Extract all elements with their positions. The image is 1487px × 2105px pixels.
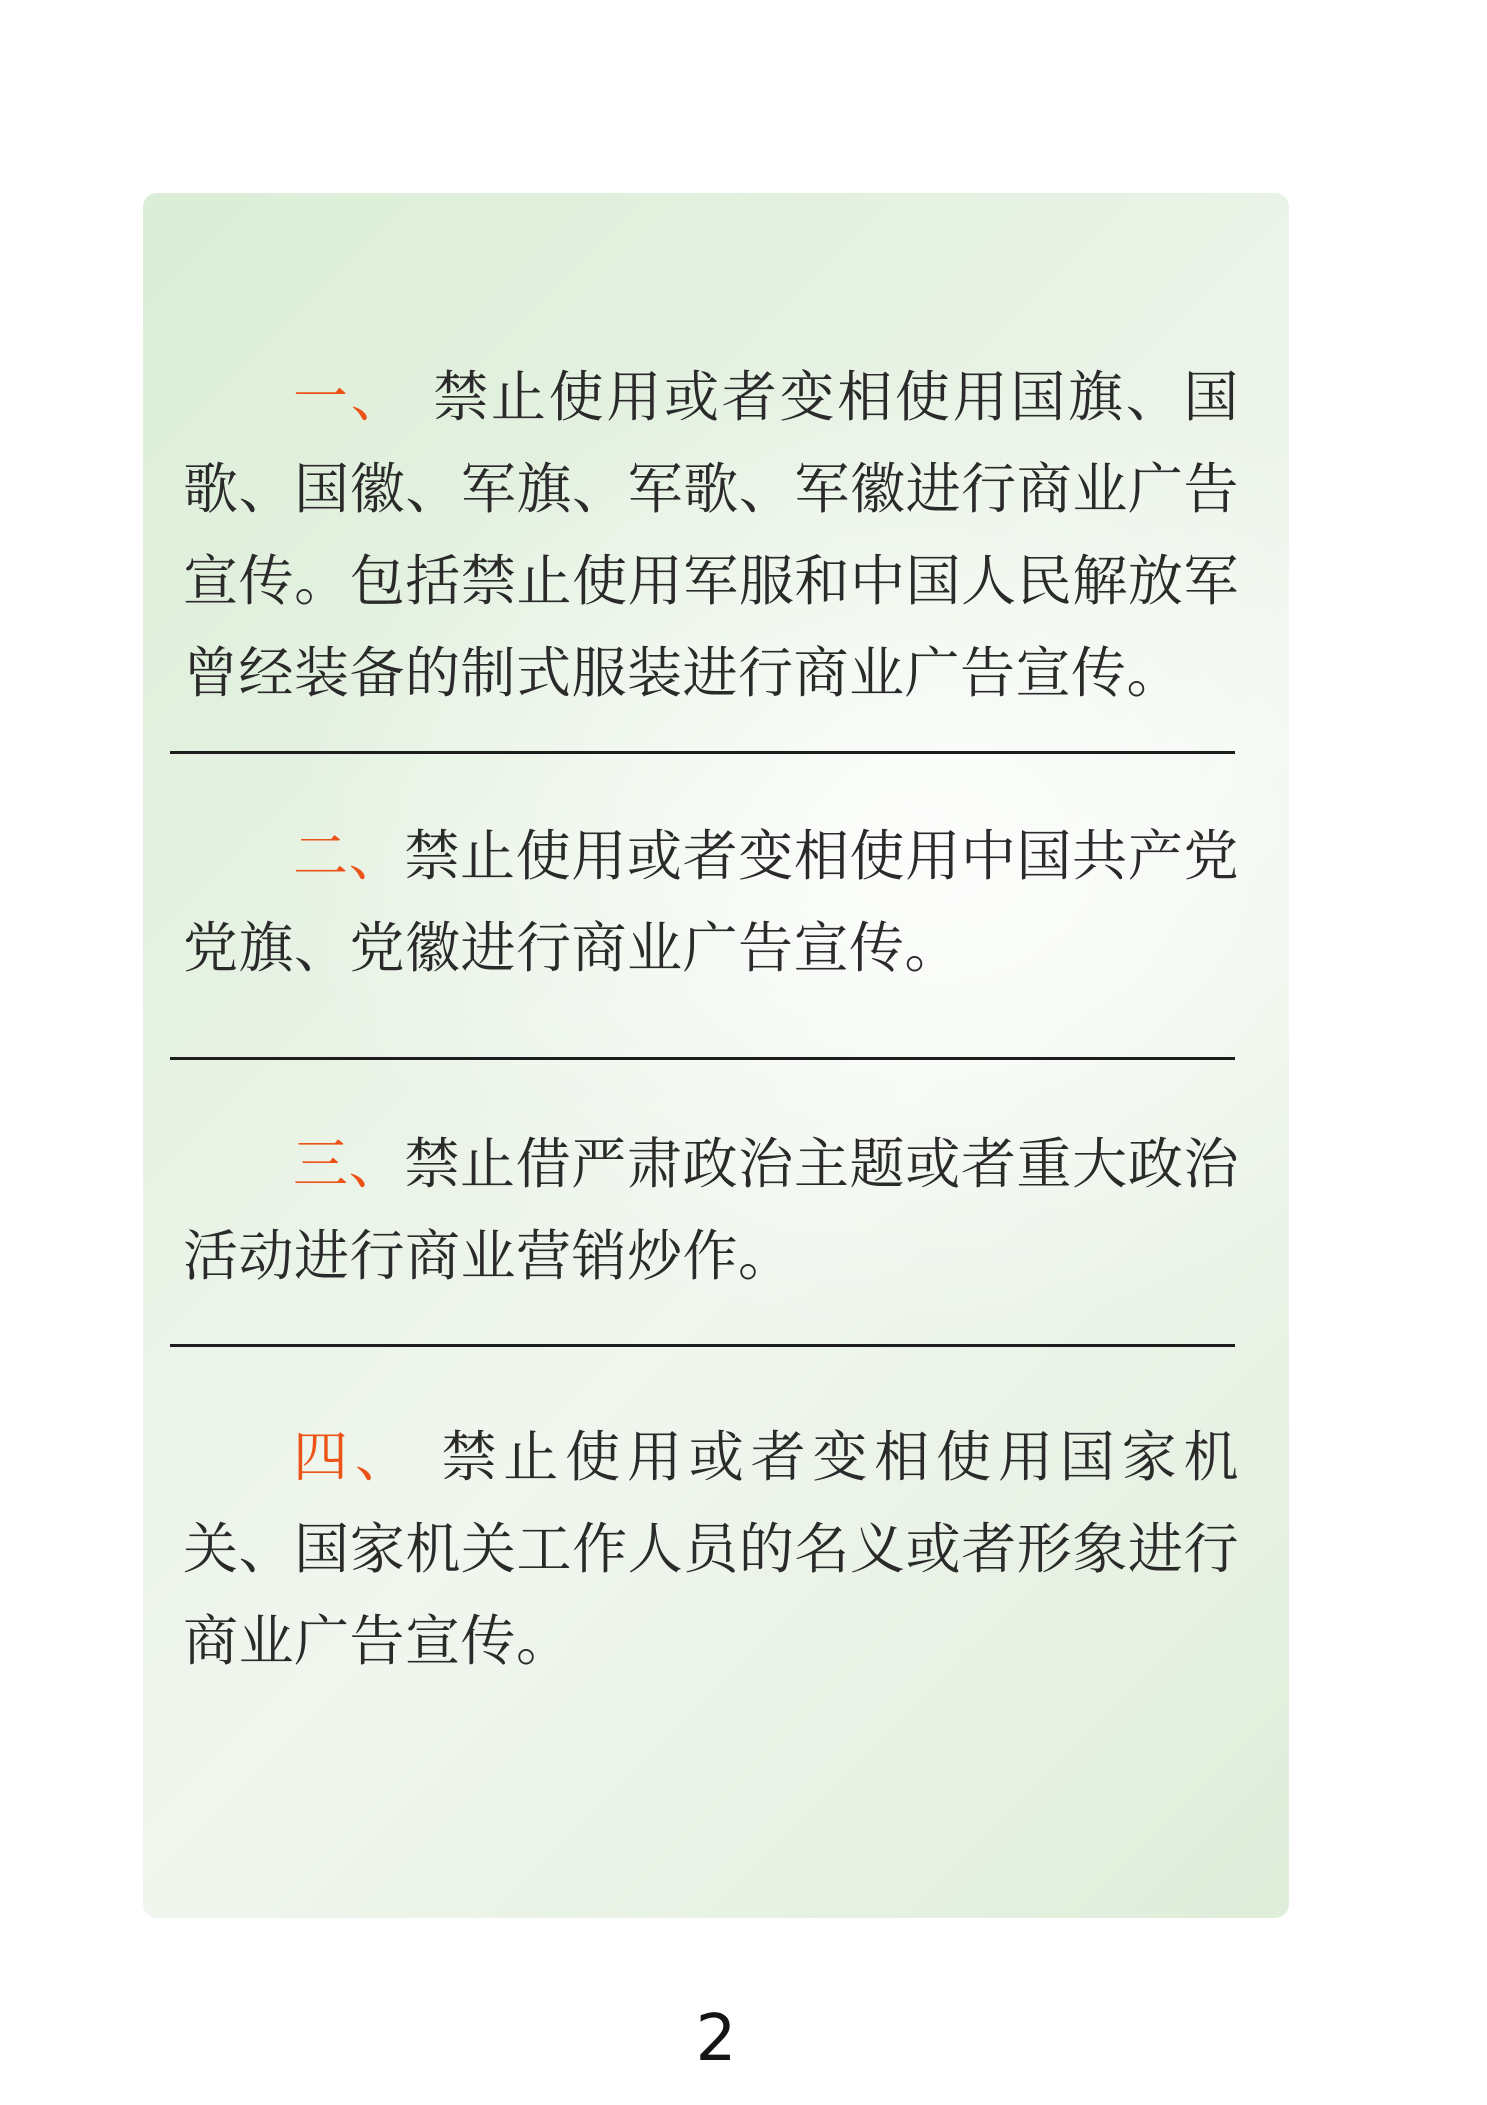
rule-paragraph-3 [183, 1118, 1239, 1302]
rule-text-3: 禁止借严肃政治主题或者重大政治活动进行商业营销炒作。 [183, 1132, 1239, 1288]
rule-paragraph-1 [183, 351, 1239, 719]
rule-number-1: 一、 [293, 365, 409, 429]
rule-number-4: 四、 [293, 1425, 417, 1489]
rule-text-2: 禁止使用或者变相使用中国共产党党旗、党徽进行商业广告宣传。 [183, 824, 1239, 980]
rule-paragraph-4 [183, 1411, 1239, 1687]
divider [170, 751, 1235, 754]
divider [170, 1057, 1235, 1060]
page-number: 2 [695, 2002, 737, 2076]
rule-text-1: 禁止使用或者变相使用国旗、国歌、国徽、军旗、军歌、军徽进行商业广告宣传。包括禁止使用军服和中国人民解放军曾经装备的制式服装进行商业广告宣传。 [183, 365, 1239, 705]
green-content-card [143, 193, 1289, 1918]
divider [170, 1344, 1235, 1347]
rule-number-3: 三、 [293, 1132, 405, 1196]
rule-paragraph-2 [183, 810, 1239, 994]
rule-number-2: 二、 [293, 824, 405, 888]
rules-list [143, 193, 1289, 1687]
rule-text-4: 禁止使用或者变相使用国家机关、国家机关工作人员的名义或者形象进行商业广告宣传。 [183, 1425, 1239, 1673]
